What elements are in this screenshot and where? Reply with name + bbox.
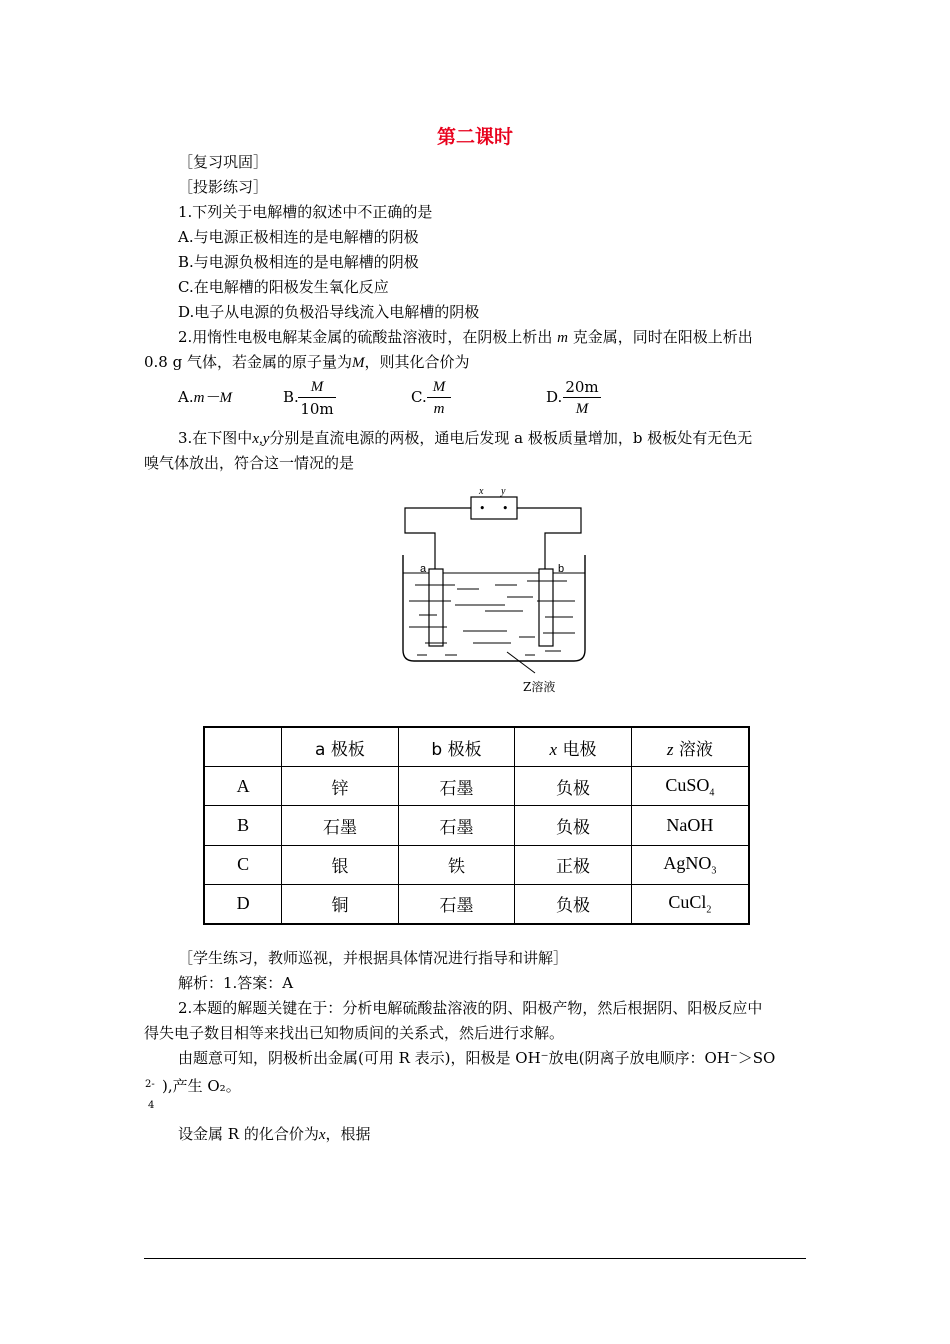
table-cell: 铜 (282, 884, 399, 924)
table-cell (631, 845, 749, 884)
sulfate-charge (145, 1079, 155, 1111)
sulfate-subscript: 4 (148, 1100, 155, 1111)
x-terminal-label: x (479, 486, 484, 497)
table-cell: 石墨 (398, 884, 515, 924)
row-label: C (204, 845, 282, 884)
options-table (203, 726, 750, 925)
table-cell: 负极 (515, 884, 632, 924)
q2-option-b-label: B. (283, 388, 299, 406)
fraction-numerator: M (298, 377, 336, 398)
formula: NaOH (666, 814, 714, 835)
y-terminal-label: y (501, 486, 506, 497)
q2-text: 克金属，同时在阳极上析出 (572, 328, 753, 346)
table-cell: 负极 (515, 806, 632, 845)
q2-option-d-label: D. (546, 388, 563, 406)
q2-var-M: M (352, 355, 365, 371)
q2-text: 2.用惰性电极电解某金属的硫酸盐溶液时，在阴极上析出 (178, 328, 553, 346)
table-cell: 石墨 (282, 806, 399, 845)
table-cell: 锌 (282, 767, 399, 806)
sulfate-superscript: 2- (145, 1079, 155, 1090)
q2-text: ，则其化合价为 (364, 353, 470, 371)
row-label: B (204, 806, 282, 845)
fraction-numerator: M (427, 377, 451, 398)
table-cell: 石墨 (398, 767, 515, 806)
answer-1: 解析：1.答案：A (178, 974, 294, 992)
valence-text: ，根据 (325, 1125, 371, 1143)
row-label: A (204, 767, 282, 806)
q2-text: 0.8 g 气体，若金属的原子量为 (144, 353, 352, 371)
q3-line1 (178, 428, 752, 449)
valence-line (178, 1124, 371, 1145)
table-row (204, 845, 749, 884)
electrode-b-label: b (558, 563, 565, 575)
table-cell: 铁 (398, 845, 515, 884)
q2-option-b-fraction (298, 377, 336, 420)
power-supply-box (471, 497, 517, 519)
table-cell: 银 (282, 845, 399, 884)
table-header-cell: a 极板 (282, 727, 399, 767)
q2-line1 (178, 327, 753, 348)
section-projection: ［投影练习］ (178, 178, 269, 196)
denominator-text: 10m (300, 400, 334, 418)
q3-text: 分别是直流电源的两极，通电后发现 a 极板质量增加，b 极板处有无色无 (269, 429, 753, 447)
footer-rule (144, 1258, 806, 1259)
electrode-a-label: a (420, 563, 427, 575)
table-header-row (204, 727, 749, 767)
table-cell (631, 806, 749, 845)
row-label: D (204, 884, 282, 924)
formula: CuCl (668, 892, 707, 913)
header-z: z (666, 739, 674, 759)
table-row (204, 806, 749, 845)
table-cell (631, 767, 749, 806)
q2-var-m: m (557, 330, 568, 346)
fraction-numerator: 20m (563, 377, 601, 398)
y-terminal-dot: • (502, 502, 509, 515)
formula: AgNO (663, 852, 712, 873)
table-header-cell: x 电极 (515, 727, 632, 767)
analysis-3-line2: ),产生 O₂。 (162, 1077, 241, 1095)
option-expr: m－M (193, 390, 232, 406)
valence-text: 设金属 R 的化合价为 (178, 1125, 319, 1143)
fraction-denominator: M (575, 401, 589, 417)
analysis-2-line2: 得失电子数目相等来找出已知物质间的关系式，然后进行求解。 (144, 1024, 565, 1042)
valence-var: x (318, 1127, 326, 1143)
analysis-3-line1: 由题意可知，阴极析出金属(可用 R 表示)，阳极是 OH⁻放电(阴离子放电顺序：OH⁻＞SO (178, 1049, 776, 1067)
table-cell: 石墨 (398, 806, 515, 845)
fraction-denominator (298, 398, 336, 420)
q1-option-b: B.与电源负极相连的是电解槽的阴极 (178, 253, 419, 271)
table-cell (631, 884, 749, 924)
x-terminal-dot: • (479, 502, 486, 515)
solution-label: Z溶液 (523, 680, 556, 694)
electrolysis-diagram (395, 485, 595, 700)
header-x: x (549, 739, 558, 759)
q3-vars: x,y (252, 431, 270, 447)
q2-option-c-label: C. (411, 388, 427, 406)
q3-line2: 嗅气体放出，符合这一情况的是 (144, 454, 355, 472)
q1-option-a: A.与电源正极相连的是电解槽的阴极 (178, 228, 419, 246)
formula-subscript: 3 (711, 865, 717, 877)
page-title: 第二课时 (436, 126, 513, 148)
table-header-cell: z 溶液 (631, 727, 749, 767)
wire-left (405, 508, 471, 569)
practice-note: ［学生练习，教师巡视，并根据具体情况进行指导和讲解］ (178, 949, 569, 967)
table-row (204, 767, 749, 806)
q3-text: 3.在下图中 (178, 429, 253, 447)
formula: CuSO (665, 774, 710, 795)
analysis-2-line1: 2.本题的解题关键在于：分析电解硫酸盐溶液的阴、阳极产物，然后根据阴、阳极反应中 (178, 999, 763, 1017)
wire-right (517, 508, 581, 569)
table-header-cell (204, 727, 282, 767)
formula-subscript: 2 (706, 904, 712, 916)
fraction-denominator: m (433, 401, 445, 417)
q1-stem: 1.下列关于电解槽的叙述中不正确的是 (178, 203, 433, 221)
q2-line2 (144, 352, 470, 373)
option-label: A. (178, 388, 194, 406)
table-cell: 负极 (515, 767, 632, 806)
electrode-a (429, 569, 443, 646)
q1-option-d: D.电子从电源的负极沿导线流入电解槽的阴极 (178, 303, 480, 321)
q2-option-c-fraction (427, 377, 451, 420)
table-row (204, 884, 749, 924)
q2-option-d-fraction (563, 377, 601, 420)
table-header-cell: b 极板 (398, 727, 515, 767)
q2-option-a (178, 387, 232, 408)
section-review: ［复习巩固］ (178, 153, 269, 171)
q1-option-c: C.在电解槽的阳极发生氧化反应 (178, 278, 389, 296)
table-cell: 正极 (515, 845, 632, 884)
formula-subscript: 4 (709, 787, 715, 799)
